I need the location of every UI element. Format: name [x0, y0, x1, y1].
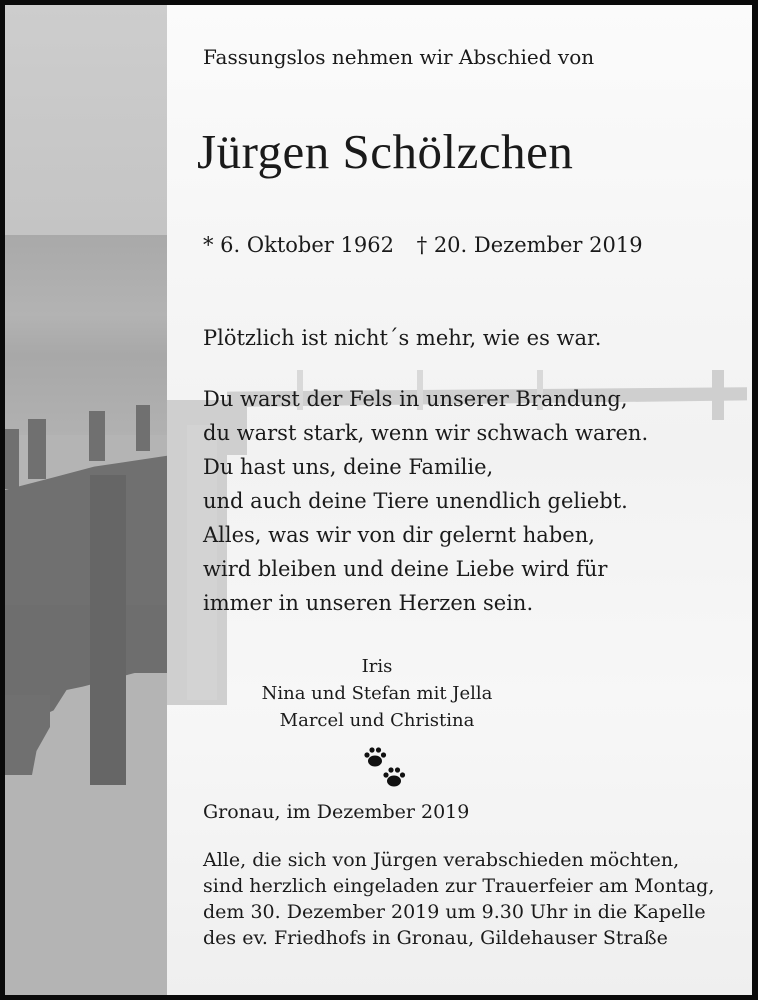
life-dates	[203, 233, 643, 257]
death-date: † 20. Dezember 2019	[416, 233, 643, 257]
signer: Iris	[361, 656, 393, 677]
invitation-line: sind herzlich eingeladen zur Trauerfeier am Montag,	[203, 875, 715, 897]
photo-sky	[5, 5, 167, 235]
invitation-line: dem 30. Dezember 2019 um 9.30 Uhr in die Kapelle	[203, 901, 706, 923]
pier-post	[136, 405, 150, 451]
pier-post	[5, 429, 19, 489]
paw-prints-icon	[363, 745, 409, 791]
place-date: Gronau, im Dezember 2019	[203, 801, 470, 823]
intro-text: Fassungslos nehmen wir Abschied von	[203, 45, 595, 69]
pier-post	[89, 411, 105, 461]
obituary-card	[5, 5, 752, 995]
funeral-invitation	[203, 847, 714, 951]
pier-photo	[5, 5, 167, 995]
poem-line: Alles, was wir von dir gelernt haben,	[203, 523, 595, 547]
poem-line: und auch deine Tiere unendlich geliebt.	[203, 489, 628, 513]
birth-date: * 6. Oktober 1962	[203, 233, 394, 257]
signer: Nina und Stefan mit Jella	[261, 683, 493, 704]
poem-line: immer in unseren Herzen sein.	[203, 591, 534, 615]
poem-line: Du warst der Fels in unserer Brandung,	[203, 387, 628, 411]
signers	[227, 653, 527, 734]
poem-line: du warst stark, wenn wir schwach waren.	[203, 421, 649, 445]
invitation-line: des ev. Friedhofs in Gronau, Gildehauser Straße	[203, 927, 668, 949]
poem-line: wird bleiben und deine Liebe wird für	[203, 557, 608, 581]
deceased-name: Jürgen Schölzchen	[197, 124, 574, 179]
pier-pillar	[90, 475, 126, 785]
poem-line: Du hast uns, deine Familie,	[203, 455, 494, 479]
pier-post	[28, 419, 46, 479]
text-panel	[167, 5, 752, 995]
poem-heading: Plötzlich ist nicht´s mehr, wie es war.	[203, 326, 602, 350]
signer: Marcel und Christina	[279, 710, 475, 731]
invitation-line: Alle, die sich von Jürgen verabschieden möchten,	[203, 849, 680, 871]
poem	[203, 382, 648, 620]
ghost-post	[712, 370, 724, 420]
